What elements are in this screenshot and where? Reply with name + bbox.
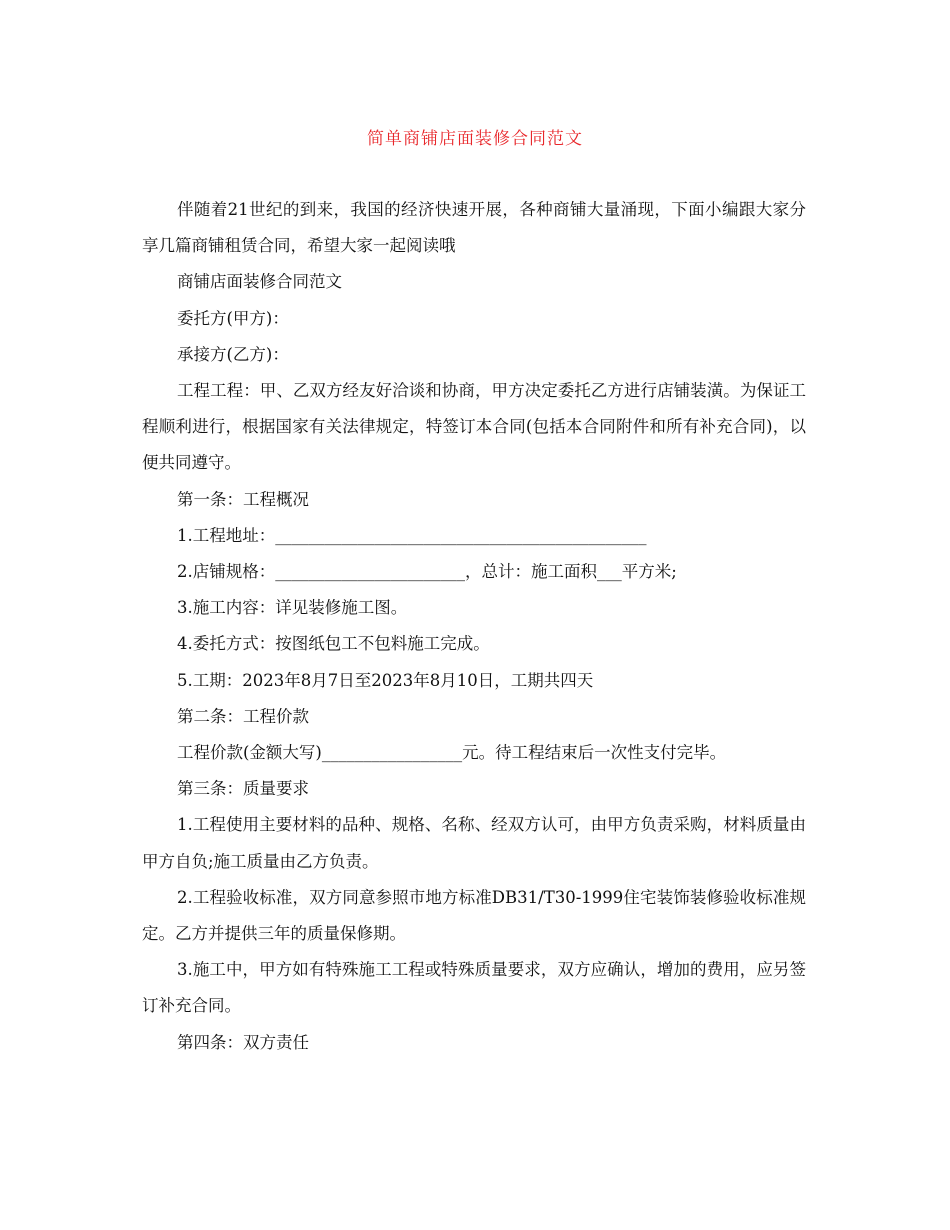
clause-price: 工程价款(金额大写)_________________元。待工程结束后一次性支付完毕。 xyxy=(177,743,727,763)
clause-quality-3: 3.施工中，甲方如有特殊施工工程或特殊质量要求，双方应确认，增加的费用，应另签订补充合同。 xyxy=(142,960,806,1016)
article-3-heading: 第三条：质量要求 xyxy=(177,779,309,799)
article-2-heading: 第二条：工程价款 xyxy=(177,706,309,726)
clause-address: 1.工程地址：_____________________________________________ xyxy=(177,525,647,545)
clause-quality-2: 2.工程验收标准，双方同意参照市地方标准DB31/T30-1999住宅装饰装修验收标准规定。乙方并提供三年的质量保修期。 xyxy=(142,887,806,944)
project-paragraph: 工程工程：甲、乙双方经友好洽谈和协商，甲方决定委托乙方进行店铺装潢。为保证工程顺利进行，根据国家有关法律规定，特签订本合同(包括本合同附件和所有补充合同)，以便共同遵守。 xyxy=(142,381,806,473)
article-1-heading: 第一条：工程概况 xyxy=(177,489,309,509)
clause-period: 5.工期：2023年8月7日至2023年8月10日，工期共四天 xyxy=(177,670,594,690)
intro-paragraph: 伴随着21世纪的到来，我国的经济快速开展，各种商铺大量涌现，下面小编跟大家分享几篇商铺租赁合同，希望大家一起阅读哦 xyxy=(142,200,806,256)
document-title: 简单商铺店面装修合同范文 xyxy=(367,129,583,149)
document-body xyxy=(142,192,806,1061)
contract-subtitle: 商铺店面装修合同范文 xyxy=(177,272,342,292)
clause-spec: 2.店铺规格：_______________________，总计：施工面积___平方米; xyxy=(177,562,677,582)
article-4-heading: 第四条：双方责任 xyxy=(177,1032,309,1052)
clause-quality-1: 1.工程使用主要材料的品种、规格、名称、经双方认可，由甲方负责采购，材料质量由甲方自负;施工质量由乙方负责。 xyxy=(142,815,806,871)
party-a-line: 委托方(甲方)： xyxy=(177,308,289,328)
clause-method: 4.委托方式：按图纸包工不包料施工完成。 xyxy=(177,634,490,654)
clause-content: 3.施工内容：详见装修施工图。 xyxy=(177,598,408,618)
party-b-line: 承接方(乙方)： xyxy=(177,344,289,364)
